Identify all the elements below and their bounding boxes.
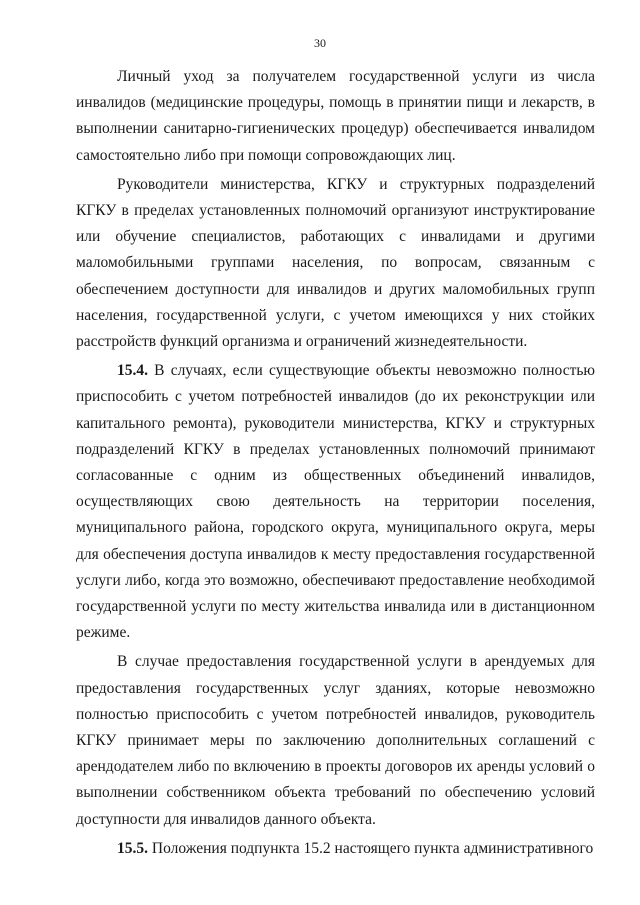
paragraph-personal-care xyxy=(76,64,595,169)
document-body xyxy=(76,64,595,862)
paragraph-text: В случаях, если существующие объекты невозможно полностью приспособить с учетом потребностей инвалидов (до их реконструкции или капитального ремонта), руководители министерства, КГКУ и структурных подразделений КГКУ в пределах установленных полномочий принимают согласованные с одним из общественных объединений инвалидов, осуществляющих свою деятельность на территории поселения, муниципального района, городского округа, муниципального округа, меры для обеспечения доступа инвалидов к месту предоставления государственной услуги либо, когда это возможно, обеспечивают предоставление необходимой государственной услуги по месту жительства инвалида или в дистанционном режиме. xyxy=(76,362,595,642)
paragraph-text: Положения подпункта 15.2 настоящего пункта административного xyxy=(148,839,594,857)
paragraph-staff-training xyxy=(76,172,595,355)
paragraph-text: В случае предоставления государственной услуги в арендуемых для предоставления государственных услуг зданиях, которые невозможно полностью приспособить с учетом потребностей инвалидов, руководитель КГКУ принимает меры по заключению дополнительных соглашений с арендодателем либо по включению в проекты договоров их аренды условий о выполнении собственником объекта требований по обеспечению условий доступности для инвалидов данного объекта. xyxy=(76,653,595,828)
paragraph-text: Руководители министерства, КГКУ и структурных подразделений КГКУ в пределах установленных полномочий организуют инструктирование или обучение специалистов, работающих с инвалидами и другими маломобильными группами населения, по вопросам, связанным с обеспечением доступности для инвалидов и других маломобильных групп населения, государственной услуги, с учетом имеющихся у них стойких расстройств функций организма и ограничений жизнедеятельности. xyxy=(76,175,595,351)
paragraph-section-15-5 xyxy=(76,836,595,862)
paragraph-text: Личный уход за получателем государственной услуги из числа инвалидов (медицинские процедуры, помощь в принятии пищи и лекарств, в выполнении санитарно-гигиенических процедур) обеспечивается инвалидом самостоятельно либо при помощи сопровождающих лиц. xyxy=(76,68,595,164)
section-number: 15.4. xyxy=(117,362,148,380)
page-number: 30 xyxy=(314,36,326,50)
paragraph-leased-buildings xyxy=(76,649,595,832)
section-number: 15.5. xyxy=(117,839,148,857)
paragraph-section-15-4 xyxy=(76,358,595,646)
